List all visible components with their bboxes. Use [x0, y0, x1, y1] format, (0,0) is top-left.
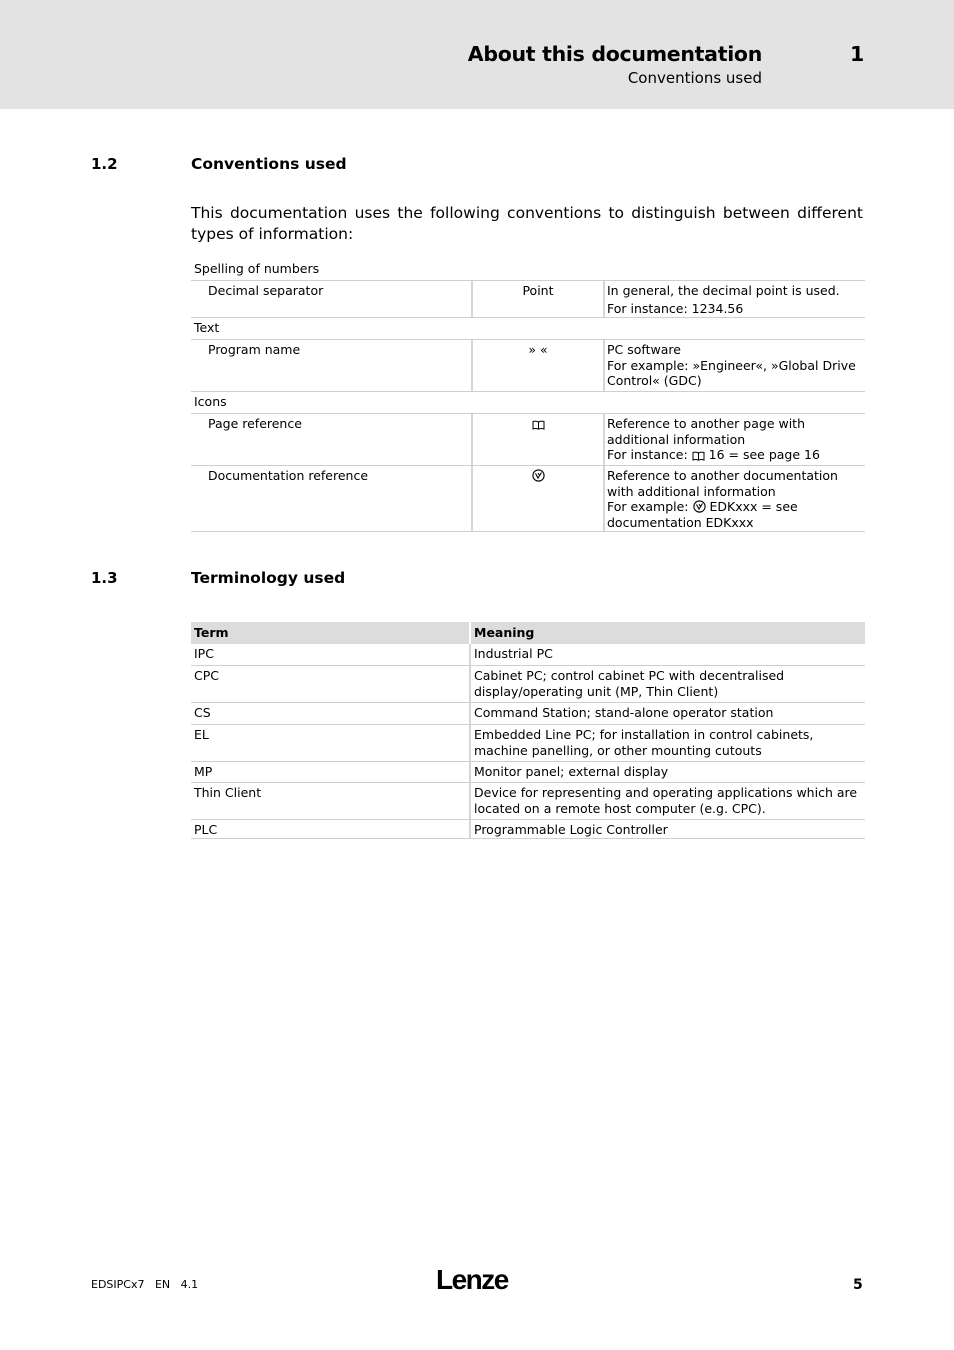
- convention-description: [605, 466, 865, 531]
- meaning-cell: Monitor panel; external display: [474, 764, 669, 779]
- logo-text: Lenze: [436, 1264, 508, 1294]
- convention-name: Documentation reference: [191, 466, 473, 531]
- documentation-reference-icon: [693, 500, 706, 513]
- table-row: [191, 281, 865, 318]
- table-row: [191, 762, 865, 783]
- meaning-cell: Industrial PC: [474, 646, 553, 661]
- table-row: [191, 783, 865, 820]
- description-line: Reference to another documentation with additional information: [607, 468, 838, 499]
- term-cell: EL: [191, 725, 471, 761]
- description-line: PC software: [607, 342, 681, 357]
- convention-symbol: Point: [473, 281, 605, 317]
- group-label: Text: [191, 318, 865, 340]
- term-cell: MP: [191, 762, 471, 782]
- column-header-meaning: Meaning: [474, 625, 535, 640]
- term-cell: PLC: [191, 820, 471, 838]
- description-line: In general, the decimal point is used.: [607, 283, 840, 298]
- convention-symbol: [473, 414, 605, 465]
- terminology-table: [191, 622, 865, 839]
- book-icon: [532, 420, 545, 430]
- example-suffix: 16 = see page 16: [704, 447, 820, 462]
- intro-paragraph: This documentation uses the following conventions to distinguish between different types of information:: [191, 204, 863, 243]
- table-row: [191, 644, 865, 666]
- term-cell: CPC: [191, 666, 471, 702]
- header-subtitle: Conventions used: [627, 69, 762, 87]
- column-header-term: Term: [191, 622, 471, 644]
- document-code: EDSIPCx7 EN 4.1: [91, 1278, 199, 1291]
- convention-description: [605, 340, 865, 391]
- convention-name: Program name: [191, 340, 473, 391]
- convention-name: Page reference: [191, 414, 473, 465]
- section-title: Conventions used: [191, 155, 347, 173]
- convention-description: [605, 414, 865, 465]
- header-title: About this documentation: [467, 42, 762, 66]
- page-header: [0, 0, 954, 109]
- table-row: [191, 666, 865, 703]
- description-example: [607, 447, 865, 463]
- description-line: For instance: 1234.56: [607, 300, 744, 316]
- description-example: [607, 499, 865, 530]
- convention-description: [605, 281, 865, 317]
- header-chapter-number: 1: [850, 42, 865, 66]
- documentation-reference-icon: [532, 469, 545, 482]
- section-number: 1.3: [91, 569, 118, 587]
- group-label: Icons: [191, 392, 865, 414]
- convention-symbol: [473, 466, 605, 531]
- table-header: [191, 622, 865, 644]
- section-number: 1.2: [91, 155, 118, 173]
- conventions-table: [191, 259, 865, 532]
- meaning-cell: Device for representing and operating applications which are located on a remote host computer (e.g. CPC).: [474, 785, 858, 816]
- group-label: Spelling of numbers: [191, 259, 865, 281]
- term-cell: IPC: [191, 644, 471, 665]
- meaning-cell: Cabinet PC; control cabinet PC with decentralised display/operating unit (MP, Thin Client): [474, 668, 785, 699]
- meaning-cell: Programmable Logic Controller: [474, 822, 668, 837]
- table-row: [191, 703, 865, 725]
- meaning-cell: Command Station; stand-alone operator station: [474, 705, 774, 720]
- table-row: [191, 820, 865, 839]
- term-cell: CS: [191, 703, 471, 724]
- table-row: [191, 466, 865, 532]
- meaning-cell: Embedded Line PC; for installation in control cabinets, machine panelling, or other mounting cutouts: [474, 727, 814, 758]
- book-icon: [692, 451, 705, 461]
- page-number: 5: [853, 1277, 863, 1293]
- table-row: [191, 725, 865, 762]
- table-row: [191, 340, 865, 392]
- convention-name: Decimal separator: [191, 281, 473, 317]
- section-title: Terminology used: [191, 569, 346, 587]
- example-suffix: EDKxxx = see documentation EDKxxx: [607, 499, 798, 530]
- example-prefix: For example:: [607, 499, 693, 514]
- example-prefix: For instance:: [607, 447, 692, 462]
- table-row: [191, 414, 865, 466]
- term-cell: Thin Client: [191, 783, 471, 819]
- lenze-logo: [436, 1264, 516, 1294]
- description-line: For example: »Engineer«, »Global Drive Control« (GDC): [607, 357, 856, 388]
- convention-symbol: » «: [473, 340, 605, 391]
- description-line: Reference to another page with additional information: [607, 416, 806, 447]
